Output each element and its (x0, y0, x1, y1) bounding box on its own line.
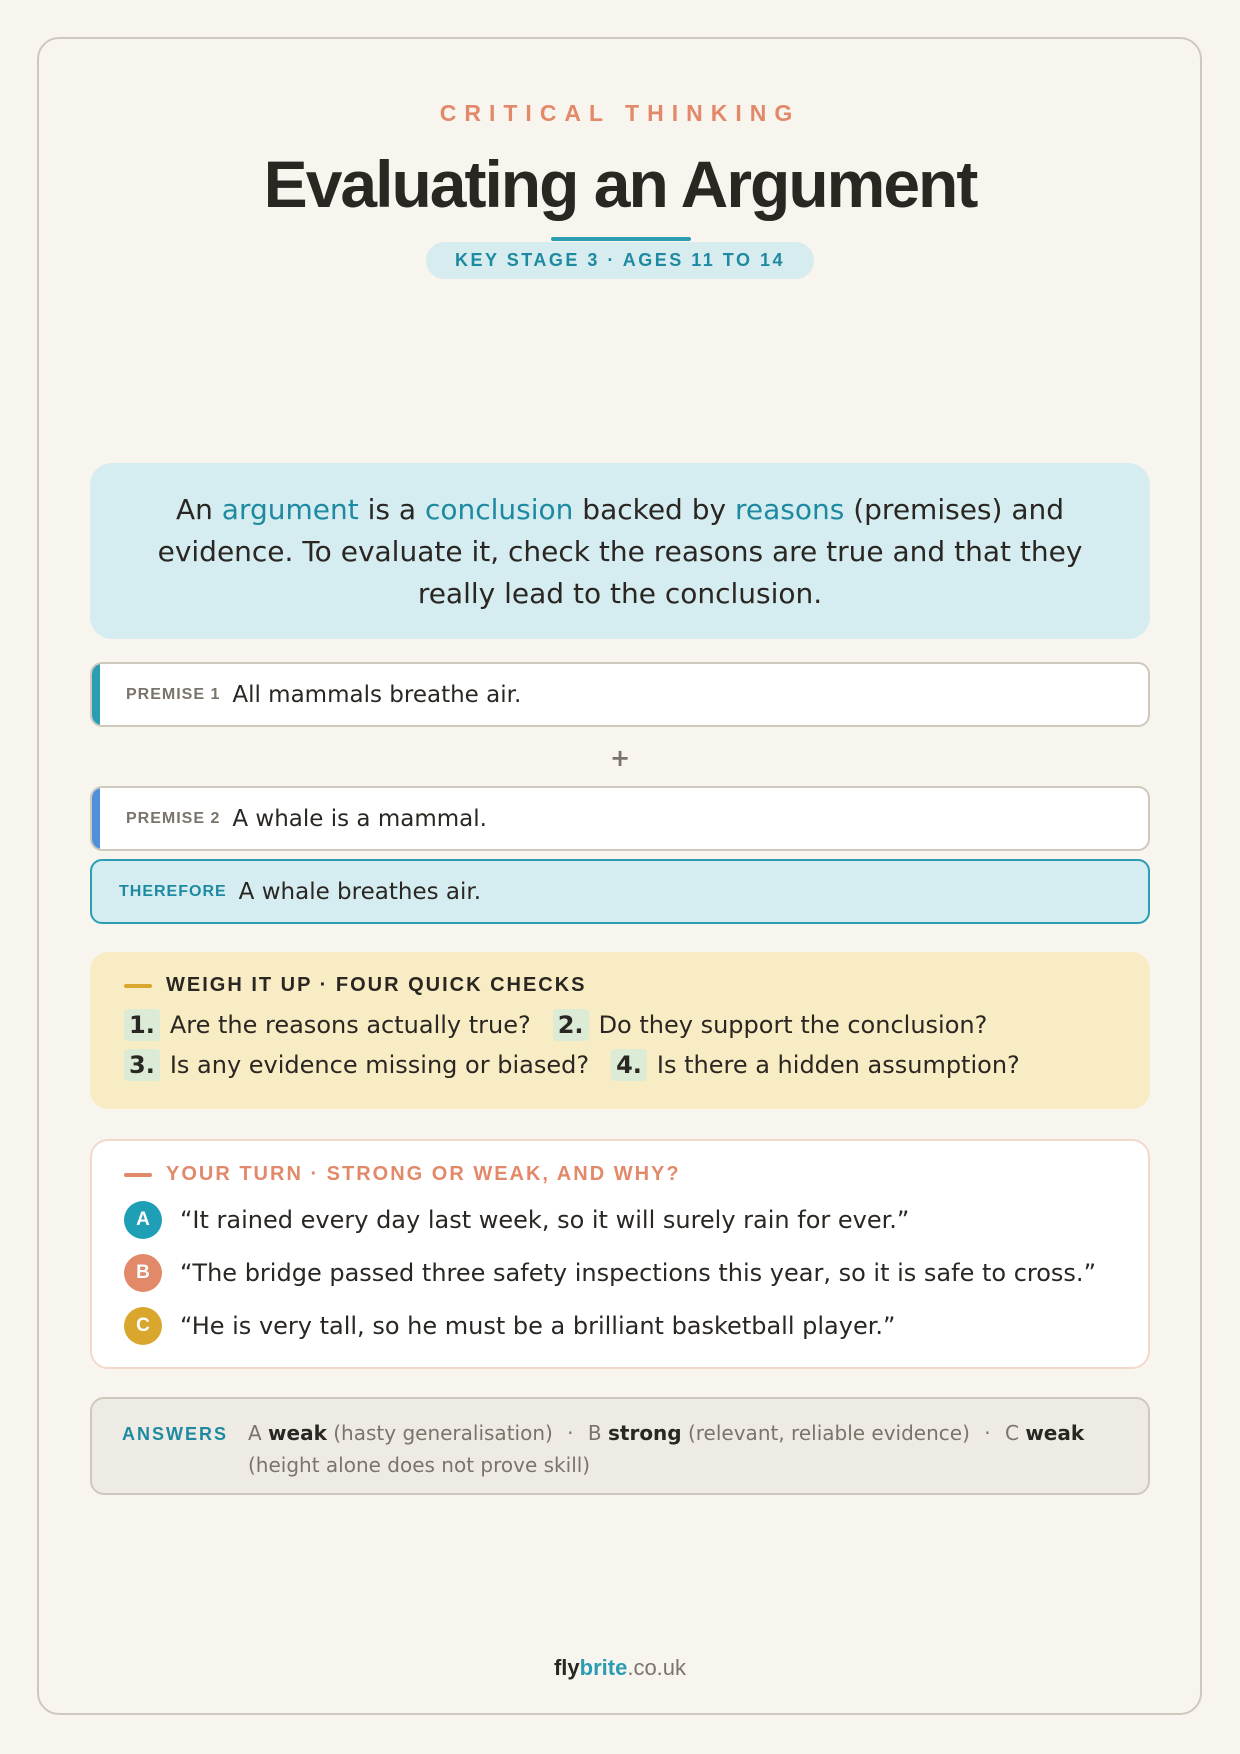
plus-sign: + (609, 744, 631, 772)
check-number: 4. (611, 1049, 647, 1081)
key-stage-badge: KEY STAGE 3 · AGES 11 TO 14 (426, 242, 814, 279)
answer-letter: B (587, 1421, 602, 1445)
exercise-item-a (124, 1200, 1148, 1240)
check-item (553, 1009, 988, 1041)
answers-box (90, 1397, 1150, 1495)
answer-verdict: weak (1025, 1421, 1085, 1445)
premise-1-text: All mammals breathe air. (232, 681, 522, 708)
answer-separator: · (984, 1421, 991, 1445)
intro-text: backed by (573, 493, 735, 526)
heading-dash (124, 1173, 152, 1177)
exercise-item-c (124, 1306, 1148, 1346)
term-conclusion: conclusion (424, 493, 574, 526)
exercise-text: “It rained every day last week, so it will surely rain for ever.” (180, 1206, 910, 1234)
badge-c: C (124, 1307, 162, 1345)
term-reasons: reasons (734, 493, 845, 526)
badge-a: A (124, 1201, 162, 1239)
checks-heading-text: WEIGH IT UP · FOUR QUICK CHECKS (166, 974, 587, 996)
premise-2-tag: PREMISE 2 (126, 809, 221, 827)
conclusion-box (90, 859, 1150, 924)
brand-part-fly: fly (553, 1655, 580, 1680)
badge-b: B (124, 1254, 162, 1292)
answer-verdict: weak (268, 1421, 327, 1445)
title-underline (551, 237, 691, 241)
checks-row (124, 1009, 1150, 1041)
exercise-text: “The bridge passed three safety inspections this year, so it is safe to cross.” (180, 1259, 1096, 1287)
answers-text (248, 1417, 1118, 1493)
page-title: Evaluating an Argument (263, 147, 977, 221)
checks-row (124, 1049, 1150, 1081)
answers-label: ANSWERS (122, 1424, 229, 1444)
your-turn-heading (124, 1163, 1148, 1186)
check-number: 2. (553, 1009, 589, 1041)
heading-dash (124, 984, 152, 988)
premise-1-tag: PREMISE 1 (126, 685, 221, 703)
answer-verdict: strong (607, 1421, 682, 1445)
intro-text: An (175, 493, 222, 526)
intro-text: is a (358, 493, 425, 526)
exercise-item-b (124, 1253, 1148, 1293)
subject-kicker: CRITICAL THINKING (439, 100, 801, 126)
answer-reason: (relevant, reliable evidence) (687, 1421, 970, 1445)
answer-letter: C (1004, 1421, 1019, 1445)
check-item (611, 1049, 1020, 1081)
exercise-text: “He is very tall, so he must be a brilliant basketball player.” (180, 1312, 896, 1340)
check-text: Are the reasons actually true? (169, 1011, 531, 1039)
footer-brand (0, 1655, 1240, 1681)
answer-letter: A (248, 1421, 262, 1445)
intro-text: (premises) and evidence. To evaluate it, check the reasons are true and that they really lead to the conclusion. (157, 493, 1083, 610)
answer-reason: (height alone does not prove skill) (248, 1453, 591, 1477)
quick-checks-panel (90, 952, 1150, 1109)
conclusion-tag: THEREFORE (119, 882, 227, 900)
check-number: 1. (124, 1009, 160, 1041)
check-item (124, 1009, 531, 1041)
check-text: Is there a hidden assumption? (656, 1051, 1020, 1079)
brand-domain: .co.uk (627, 1655, 687, 1680)
premise-2-text: A whale is a mammal. (232, 805, 487, 832)
definition-box (90, 463, 1150, 639)
check-number: 3. (124, 1049, 160, 1081)
brand-part-brite: brite (579, 1655, 628, 1680)
premise-1 (90, 662, 1150, 727)
your-turn-heading-text: YOUR TURN · STRONG OR WEAK, AND WHY? (166, 1163, 681, 1185)
check-text: Do they support the conclusion? (598, 1011, 988, 1039)
premise-2-accent-bar (92, 788, 100, 849)
term-argument: argument (221, 493, 359, 526)
your-turn-panel (90, 1139, 1150, 1369)
check-text: Is any evidence missing or biased? (169, 1051, 590, 1079)
checks-heading (124, 974, 1150, 997)
answer-separator: · (567, 1421, 574, 1445)
premise-1-accent-bar (92, 664, 100, 725)
conclusion-text: A whale breathes air. (238, 878, 482, 905)
answer-reason: (hasty generalisation) (333, 1421, 553, 1445)
premise-2 (90, 786, 1150, 851)
check-item (124, 1049, 589, 1081)
